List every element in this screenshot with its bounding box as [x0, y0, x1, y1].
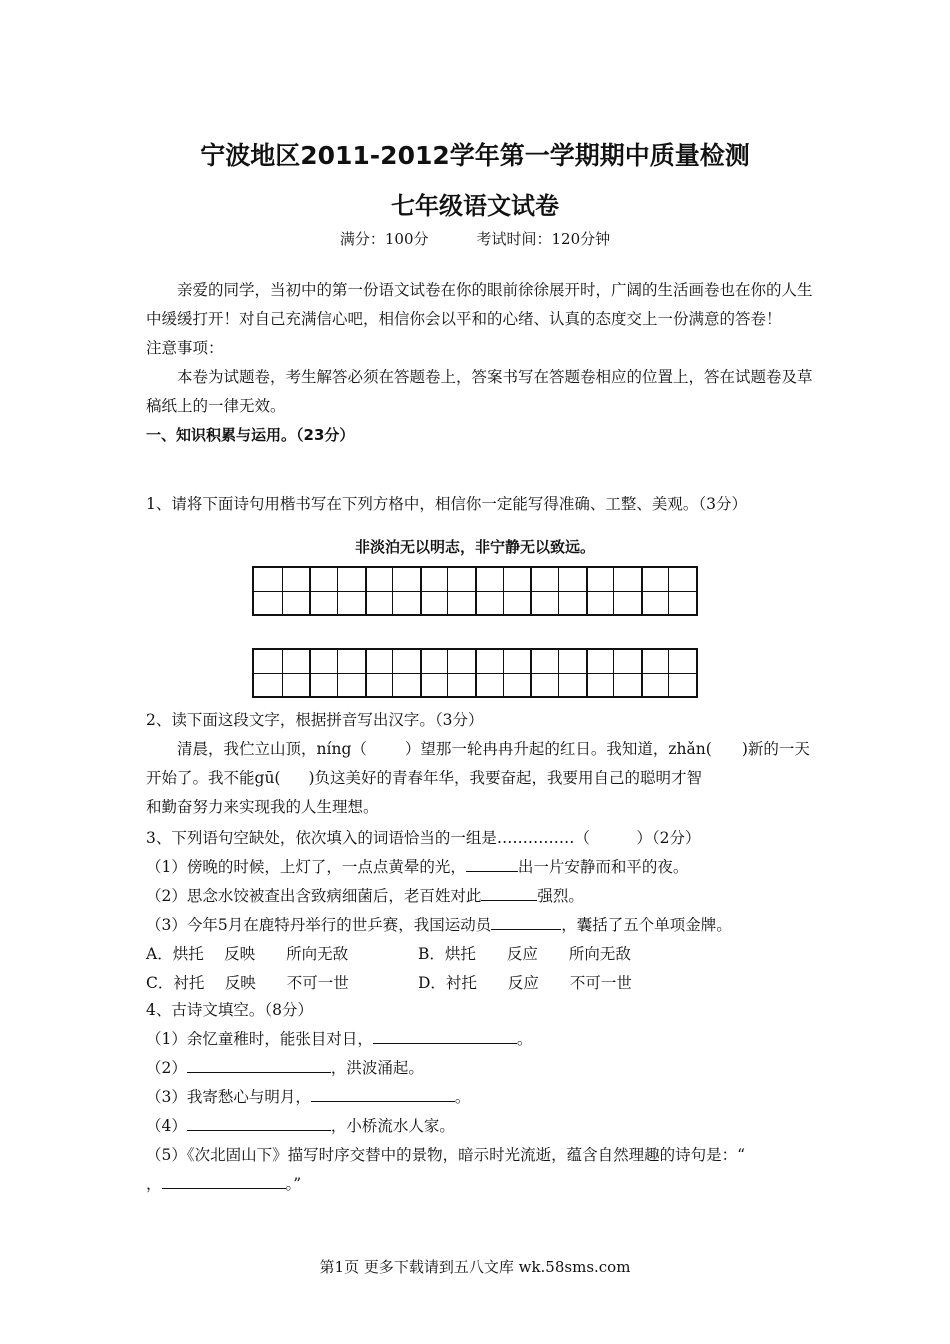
question-2 [146, 706, 816, 822]
q3-options-cd [146, 969, 816, 998]
q3-text: 强烈。 [537, 887, 584, 905]
pinyin-gu: gū( [254, 769, 281, 787]
q2-text: 清晨，我伫立山顶， [177, 740, 317, 758]
q3-text: （2）思念水饺被查出含致病细菌后，老百姓对此 [146, 887, 482, 905]
option-a: A．烘托 反映 所向无敌 [146, 945, 349, 963]
q4-item-1 [146, 1025, 816, 1054]
q2-passage-end: 和勤奋努力来实现我的人生理想。 [146, 798, 379, 816]
q4-text: （2） [146, 1059, 187, 1077]
q2-text: )新 [741, 740, 764, 758]
intro-block [146, 276, 816, 450]
exam-subtitle: 七年级语文试卷 [391, 192, 559, 220]
q4-text: 。” [285, 1175, 302, 1193]
q3-options-ab [146, 940, 816, 969]
q4-text: （4） [146, 1117, 187, 1135]
answer-blank [162, 1170, 286, 1189]
exam-title: 宁波地区2011-2012学年第一学期期中质量检测 [200, 141, 750, 170]
answer-blank [466, 853, 518, 872]
q3-sentence-2 [146, 882, 816, 911]
page-footer: 第1页 更多下载请到五八文库 wk.58sms.com [319, 1258, 631, 1276]
pinyin-ning: níng（ [316, 740, 367, 758]
grid-row-line [254, 591, 696, 592]
question-4 [146, 996, 816, 1199]
answer-blank [311, 1083, 455, 1102]
exam-time: 考试时间：120分钟 [476, 230, 611, 248]
q3-stem: 3、下列语句空缺处，依次填入的词语恰当的一组是……………（ ）（2分） [146, 829, 701, 847]
q2-text: 的一天开始了。我不能 [146, 740, 810, 787]
q3-sentence-1 [146, 853, 816, 882]
q2-text: )负这美好的青春年华，我要奋起，我要用自己的聪明才智 [308, 769, 703, 787]
intro-greeting: 亲爱的同学，当初中的第一份语文试卷在你的眼前徐徐展开时，广阔的生活画卷也在你的人生中缓缓打开！对自己充满信心吧，相信你会以平和的心绪、认真的态度交上一份满意的答卷！ [146, 281, 813, 328]
full-score: 满分：100分 [339, 230, 429, 248]
q4-text: 。 [454, 1088, 471, 1106]
question-3 [146, 824, 816, 998]
option-b: B．烘托 反应 所向无敌 [418, 945, 631, 963]
q4-text: ，小桥流水人家。 [330, 1117, 455, 1135]
pinyin-zhan: zhǎn( [668, 740, 712, 758]
q4-item-3 [146, 1083, 816, 1112]
q3-text: ，囊括了五个单项金牌。 [561, 916, 732, 934]
q2-text: ）望那一轮冉冉升起的红日。我知道， [404, 740, 669, 758]
question-1 [146, 490, 816, 519]
writing-grid-1 [252, 566, 698, 616]
notice-text: 本卷为试题卷，考生解答必须在答题卷上，答案书写在答题卷相应的位置上，答在试题卷及草稿纸上的一律无效。 [146, 368, 813, 415]
q2-stem: 2、读下面这段文字，根据拼音写出汉字。（3分） [146, 711, 484, 729]
answer-blank [373, 1025, 517, 1044]
q3-sentence-3 [146, 911, 816, 940]
q4-text: （5）《次北固山下》描写时序交替中的景物，暗示时光流逝，蕴含自然理趣的诗句是：“ [146, 1146, 746, 1164]
q4-item-2 [146, 1054, 816, 1083]
q4-text: 。 [516, 1030, 533, 1048]
notice-title: 注意事项： [146, 339, 224, 357]
q3-text: （1）傍晚的时候，上灯了，一点点黄晕的光， [146, 858, 466, 876]
writing-grid-2 [252, 648, 698, 698]
q4-text: （3）我寄愁心与明月， [146, 1088, 311, 1106]
q4-text: （1）余忆童稚时，能张目对日， [146, 1030, 373, 1048]
section-heading: 一、知识积累与运用。（23分） [146, 426, 355, 444]
q1-stem: 1、请将下面诗句用楷书写在下列方格中，相信你一定能写得准确、工整、美观。（3分） [146, 495, 747, 513]
exam-meta [0, 228, 950, 249]
q2-passage [146, 735, 816, 793]
q4-item-4 [146, 1112, 816, 1141]
grid-row-line [254, 673, 696, 674]
answer-blank [481, 882, 537, 901]
option-d: D．衬托 反应 不可一世 [418, 974, 632, 992]
answer-blank [491, 911, 561, 930]
q4-stem: 4、古诗文填空。（8分） [146, 1001, 313, 1019]
q3-text: （3）今年5月在鹿特丹举行的世乒赛，我国运动员 [146, 916, 492, 934]
q4-item-5-answer [146, 1170, 816, 1199]
q4-text: ，洪波涌起。 [330, 1059, 424, 1077]
q3-text: 出一片安静而和平的夜。 [517, 858, 689, 876]
q4-text: ， [146, 1175, 162, 1193]
answer-blank [187, 1112, 331, 1131]
q4-item-5 [146, 1141, 816, 1170]
q1-sentence: 非淡泊无以明志，非宁静无以致远。 [354, 538, 595, 556]
answer-blank [187, 1054, 331, 1073]
option-c: C．衬托 反映 不可一世 [146, 974, 349, 992]
